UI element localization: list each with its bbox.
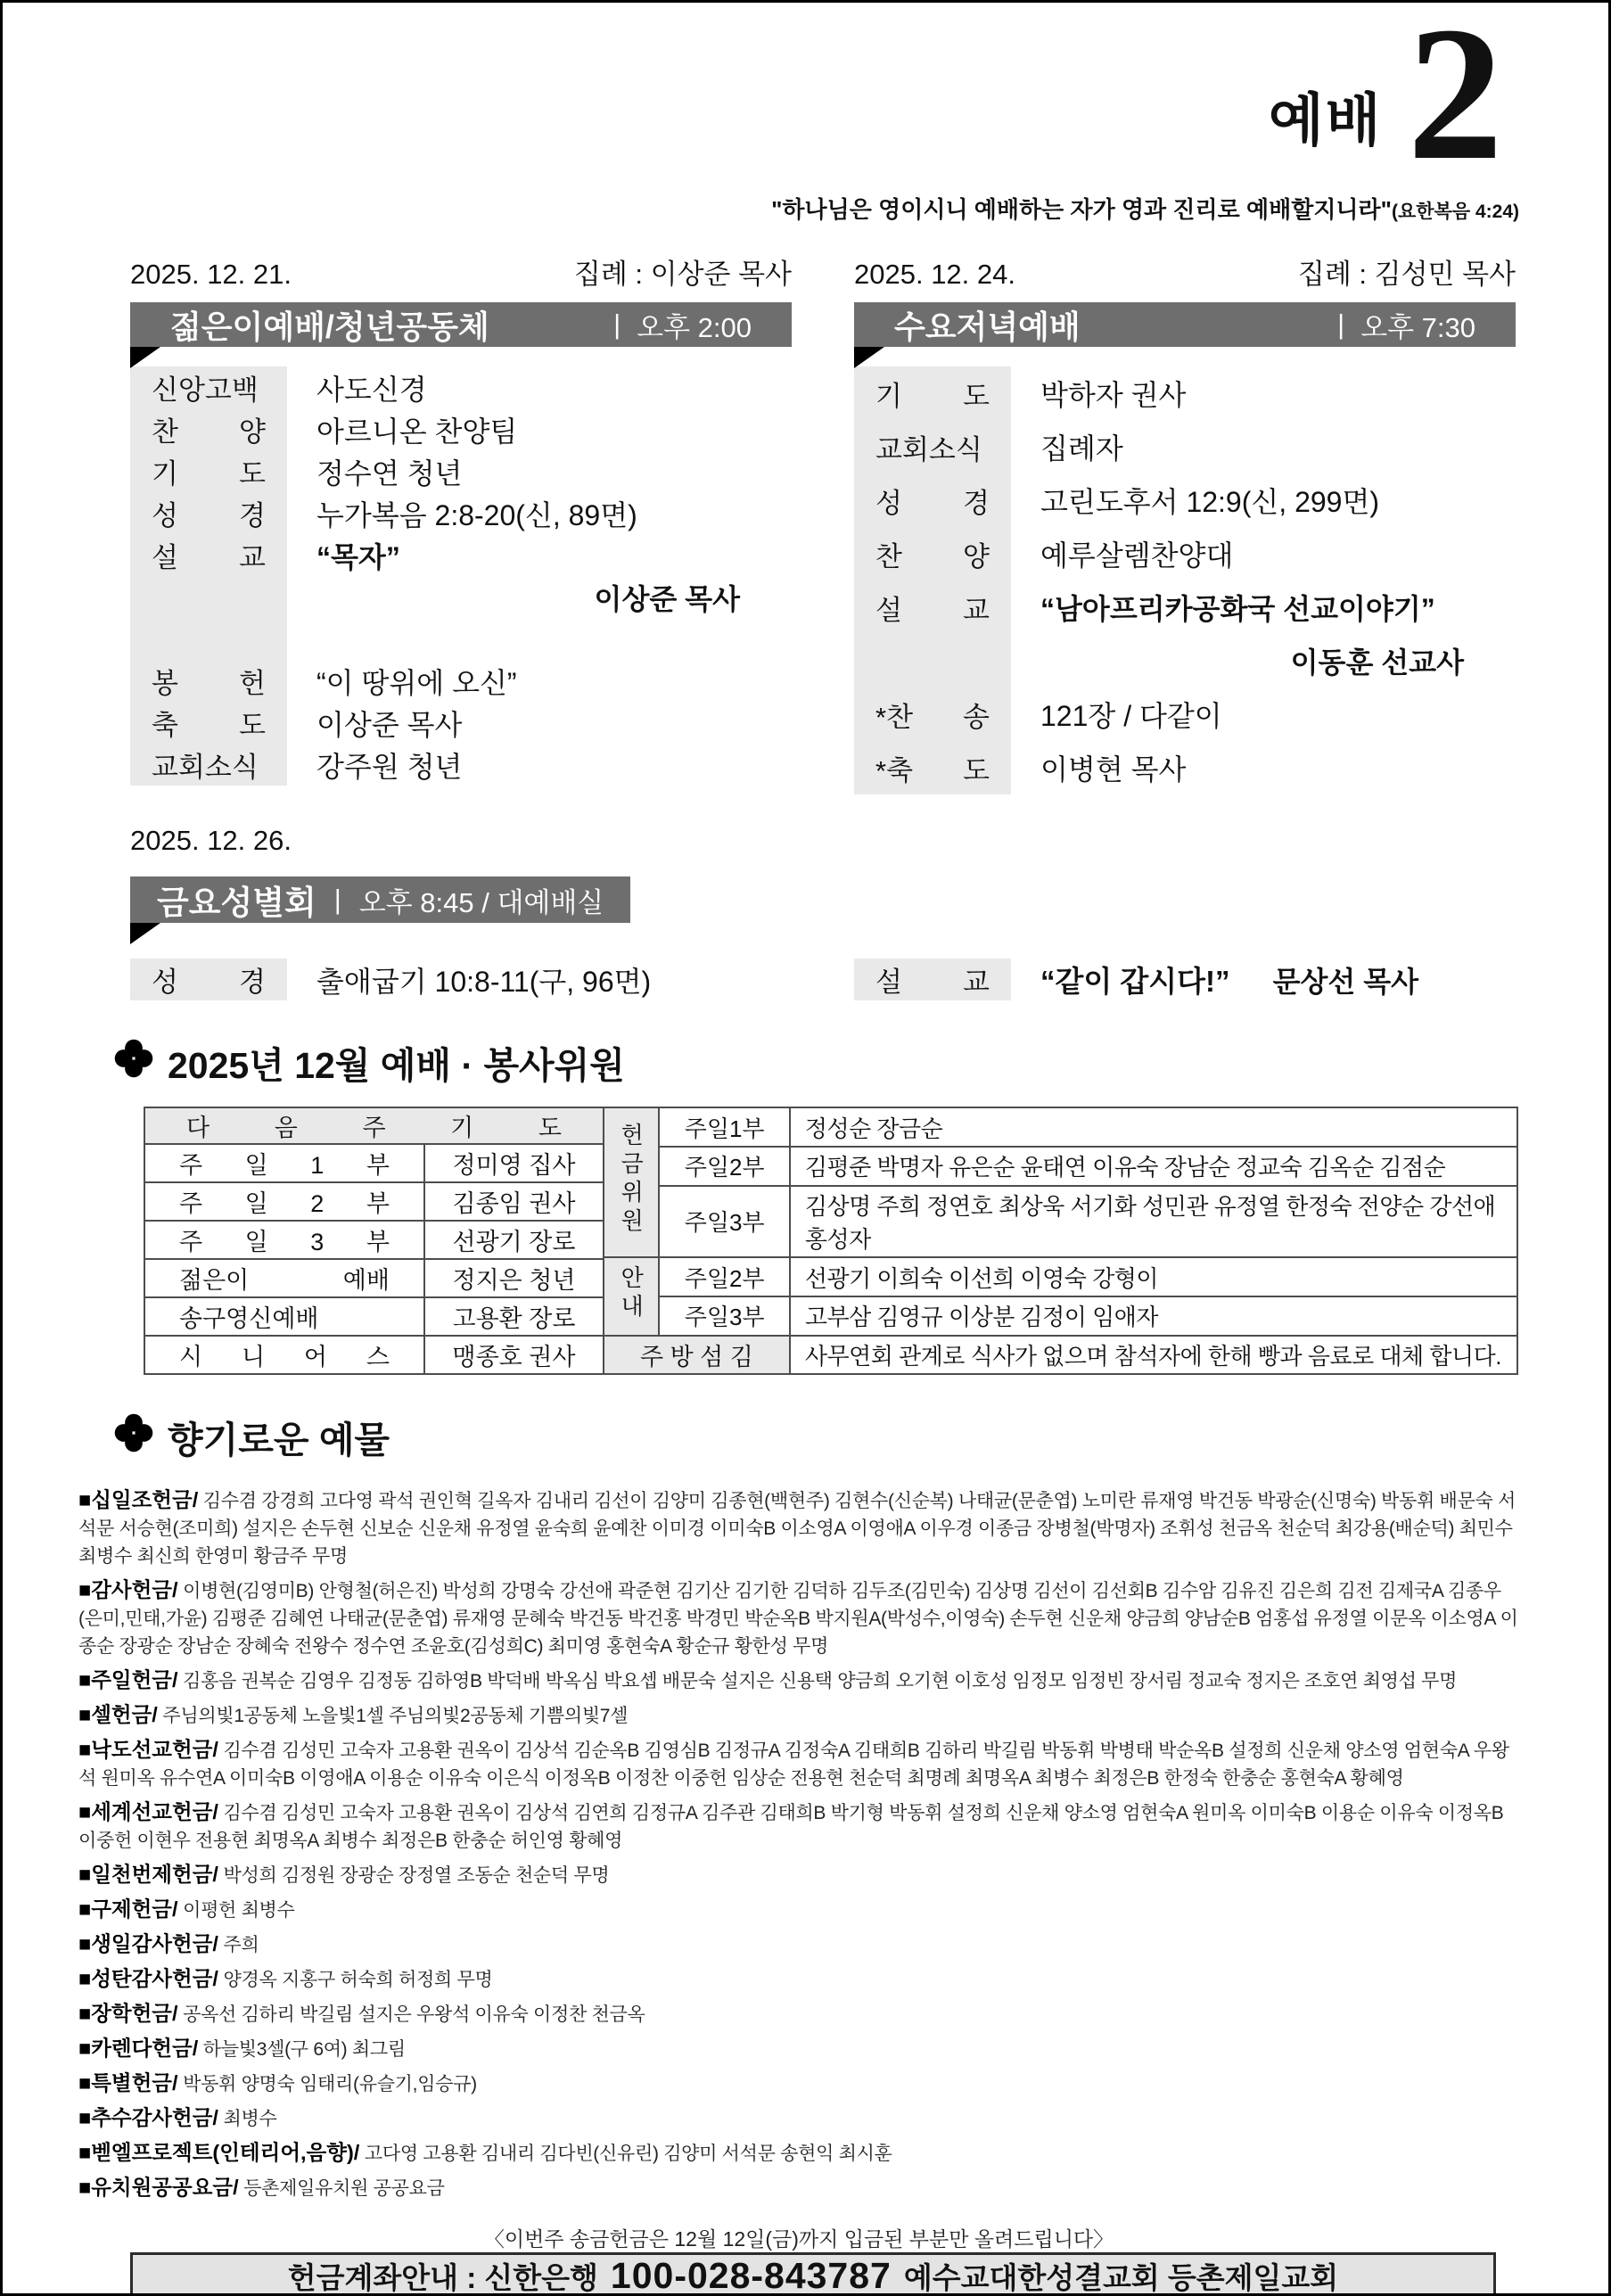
order-row bbox=[130, 492, 792, 534]
order-row bbox=[854, 473, 1516, 527]
offering-names: 주님의빛1공동체 노을빛1셀 주님의빛2공동체 기쁨의빛7셀 bbox=[162, 1706, 629, 1727]
order-value: 고린도후서 12:9(신, 299면) bbox=[1040, 486, 1380, 519]
order-value: 박하자 권사 bbox=[1040, 379, 1187, 412]
order-label: *축 도 bbox=[854, 741, 1011, 794]
offering-item bbox=[78, 2174, 1519, 2202]
banner-fold-icon bbox=[130, 923, 160, 944]
service-part: 주일3부 bbox=[659, 1186, 789, 1258]
young-service-banner bbox=[130, 302, 792, 347]
offering-item bbox=[78, 1576, 1519, 1660]
wednesday-service-column bbox=[854, 251, 1516, 794]
offering-item bbox=[78, 1666, 1519, 1695]
offerings-section-title bbox=[114, 1411, 1519, 1463]
verse-text: "하나님은 영이시니 예배하는 자가 영과 진리로 예배할지니라" bbox=[771, 196, 1392, 224]
offering-item bbox=[78, 1965, 1519, 1994]
clover-icon bbox=[114, 1413, 153, 1461]
order-row bbox=[130, 744, 792, 786]
order-of-worship bbox=[854, 366, 1516, 794]
friday-service-section bbox=[130, 825, 1519, 1000]
table-row bbox=[144, 1221, 604, 1259]
banner-fold-icon bbox=[130, 347, 160, 368]
offering-category: ■장학헌금/ bbox=[78, 2002, 178, 2026]
offering-item bbox=[78, 2070, 1519, 2098]
divider-glyph: | bbox=[333, 884, 341, 916]
order-row bbox=[130, 450, 792, 492]
offering-names: 김홍음 권복순 김영우 김정동 김하영B 박덕배 박옥심 박요셉 배문숙 설지은 신용택 양금희 오기현 이호성 임정모 임정빈 장서림 정교숙 정지은 조호연 최영섭 무명 bbox=[183, 1671, 1458, 1692]
sermon-title: “남아프리카공화국 선교이야기” bbox=[1040, 593, 1435, 626]
order-label: 교회소식 bbox=[130, 744, 287, 786]
offering-category: ■추수감사헌금/ bbox=[78, 2106, 218, 2130]
order-value: 예루살렘찬양대 bbox=[1040, 539, 1234, 572]
table-row bbox=[604, 1186, 1517, 1258]
divider-glyph: | bbox=[1337, 309, 1345, 341]
offering-item bbox=[78, 2139, 1519, 2168]
offering-names: 박동휘 양명숙 임태리(유슬기,임승규) bbox=[183, 2074, 477, 2095]
row-label: 주 일 2 부 bbox=[144, 1182, 424, 1221]
preacher-row bbox=[854, 634, 1516, 687]
friday-scripture bbox=[130, 959, 792, 1000]
order-label: 성 경 bbox=[130, 492, 287, 534]
banner-time-group bbox=[1337, 305, 1475, 345]
order-label bbox=[130, 576, 287, 618]
order-label: 성 경 bbox=[130, 959, 287, 1000]
order-label: 봉 헌 bbox=[130, 660, 287, 702]
kitchen-label: 주 방 섬 김 bbox=[604, 1336, 790, 1375]
offering-category: ■낙도선교헌금/ bbox=[78, 1738, 218, 1762]
offering-names: 주희 bbox=[223, 1935, 259, 1956]
order-label: *찬 송 bbox=[854, 687, 1011, 741]
offering-committee-vlabel: 헌금위원 bbox=[604, 1107, 659, 1257]
row-label: 주 일 3 부 bbox=[144, 1221, 424, 1259]
offering-category: ■성탄감사헌금/ bbox=[78, 1967, 218, 1991]
order-label: 기 도 bbox=[130, 450, 287, 492]
order-value: “이 땅위에 오신” bbox=[316, 666, 517, 699]
service-date: 2025. 12. 21. bbox=[130, 259, 292, 291]
offering-item bbox=[78, 2000, 1519, 2029]
date-row bbox=[130, 825, 1519, 857]
order-value: 이상준 목사 bbox=[316, 708, 463, 741]
offering-item bbox=[78, 1798, 1519, 1855]
service-part: 주일3부 bbox=[659, 1296, 789, 1336]
order-label: 찬 양 bbox=[130, 408, 287, 450]
service-date: 2025. 12. 26. bbox=[130, 825, 292, 857]
order-label: 설 교 bbox=[854, 580, 1011, 634]
row-value: 정미영 집사 bbox=[424, 1144, 604, 1182]
table-row bbox=[604, 1296, 1517, 1336]
order-row bbox=[130, 408, 792, 450]
offering-category: ■구제헌금/ bbox=[78, 1897, 178, 1922]
clover-icon bbox=[114, 1039, 153, 1087]
offering-names: 박성희 김정원 장광순 장정열 조동순 천순덕 무명 bbox=[223, 1865, 610, 1887]
offering-item bbox=[78, 1486, 1519, 1570]
spacer-row bbox=[130, 618, 792, 660]
offering-category: ■카렌다헌금/ bbox=[78, 2037, 199, 2061]
date-row bbox=[130, 251, 792, 292]
service-date: 2025. 12. 24. bbox=[854, 259, 1015, 291]
banner-time: 오후 8:45 / 대예배실 bbox=[358, 886, 604, 918]
order-value: 집례자 bbox=[1040, 432, 1123, 465]
next-week-header: 다 음 주 기 도 bbox=[144, 1107, 604, 1144]
officiant-label: 집례 : 이상준 목사 bbox=[573, 259, 792, 291]
page-number: 2 bbox=[1407, 0, 1503, 200]
offering-names: 김수겸 강경희 고다영 곽석 권인혁 길옥자 김내리 김선이 김양미 김종현(백현주) 김현수(신순복) 나태균(문춘엽) 노미란 류재영 박건동 박광순(신명숙) 박동휘 배문숙 서석문 서승현(조미희) 설지은 손두현 신보순 신운채 유정열 윤숙희 윤예찬 이미경 이미숙B 이소영A 이영애A 이우경 이종금 장병철(박명자) 조휘성 천금옥 천순덕 최강용(배순덕) 최민수 최병수 최신희 한영미 황금주 무명 bbox=[78, 1491, 1516, 1568]
offering-names: 하늘빛3셀(구 6여) 최그림 bbox=[202, 2039, 406, 2061]
order-row bbox=[130, 702, 792, 744]
preacher-name: 이동훈 선교사 bbox=[1290, 646, 1464, 679]
page-title: 예배 bbox=[1268, 88, 1383, 153]
order-label bbox=[130, 618, 287, 660]
section-title-text: 향기로운 예물 bbox=[168, 1420, 390, 1461]
order-value: 이병현 목사 bbox=[1040, 753, 1187, 786]
offering-item bbox=[78, 2104, 1519, 2133]
names-cell: 김상명 주희 정연호 최상욱 서기화 성민관 유정열 한정숙 전양순 강선애 홍성자 bbox=[790, 1186, 1517, 1258]
banner-title: 젊은이예배/청년공동체 bbox=[170, 308, 489, 345]
row-value: 선광기 장로 bbox=[424, 1221, 604, 1259]
order-row bbox=[130, 660, 792, 702]
names-cell: 정성순 장금순 bbox=[790, 1107, 1517, 1147]
offering-names: 최병수 bbox=[223, 2109, 277, 2130]
table-row bbox=[144, 1144, 604, 1182]
offering-item bbox=[78, 1930, 1519, 1959]
order-label: 교회소식 bbox=[854, 420, 1011, 473]
offering-item bbox=[78, 1701, 1519, 1730]
offering-item bbox=[78, 1861, 1519, 1889]
service-part: 주일2부 bbox=[659, 1257, 789, 1296]
order-value: 강주원 청년 bbox=[316, 750, 463, 783]
order-value: 121장 / 다같이 bbox=[1040, 700, 1222, 733]
banner-time: 오후 2:00 bbox=[637, 311, 752, 343]
order-row bbox=[854, 687, 1516, 741]
offering-item bbox=[78, 1896, 1519, 1924]
order-of-worship bbox=[130, 366, 792, 786]
page-content bbox=[3, 0, 1608, 2296]
remittance-note: 〈이번주 송금헌금은 12월 12일(금)까지 입금된 부분만 올려드립니다〉 bbox=[483, 2227, 1114, 2251]
offering-names: 김수겸 김성민 고숙자 고용환 권옥이 김상석 김연희 김정규A 김주관 김태희B 박기형 박동휘 설정희 신운채 양소영 엄현숙A 원미옥 이미숙B 이용순 이유숙 이정옥B 이중헌 이현우 전용현 최명옥A 최병수 최정은B 한충순 허인영 황혜영 bbox=[78, 1803, 1504, 1852]
table-row bbox=[604, 1107, 1517, 1147]
sermon-title: “목자” bbox=[316, 540, 400, 573]
service-columns bbox=[130, 251, 1519, 794]
banner-title: 금요성별회 bbox=[157, 885, 316, 922]
row-value: 고용환 장로 bbox=[424, 1297, 604, 1336]
service-part: 주일2부 bbox=[659, 1147, 789, 1186]
table-row bbox=[604, 1336, 1517, 1375]
account-info-box bbox=[130, 2252, 1496, 2296]
volunteers-table bbox=[603, 1107, 1518, 1375]
preacher-name: 문상선 목사 bbox=[1272, 965, 1419, 998]
banner-time: 오후 7:30 bbox=[1360, 311, 1475, 343]
row-label: 젊은이 예배 bbox=[144, 1259, 424, 1297]
order-value: 정수연 청년 bbox=[316, 457, 463, 490]
table-row bbox=[144, 1297, 604, 1336]
offering-names: 양경옥 지홍구 허숙희 허정희 무명 bbox=[223, 1970, 493, 1991]
friday-detail-row bbox=[130, 959, 1519, 1000]
wednesday-service-banner bbox=[854, 302, 1516, 347]
order-label: 찬 양 bbox=[854, 527, 1011, 580]
section-title-text: 2025년 12월 예배 · 봉사위원 bbox=[168, 1045, 625, 1087]
date-row bbox=[854, 251, 1516, 292]
offering-category: ■주일헌금/ bbox=[78, 1668, 178, 1692]
service-part: 주일1부 bbox=[659, 1107, 789, 1147]
friday-service-banner bbox=[130, 876, 630, 923]
offering-category: ■특별헌금/ bbox=[78, 2071, 178, 2095]
row-label: 송구영신예배 bbox=[144, 1297, 424, 1336]
banner-time-group bbox=[613, 305, 752, 345]
order-label: 신앙고백 bbox=[130, 366, 287, 408]
order-row bbox=[854, 527, 1516, 580]
offering-category: ■세계선교헌금/ bbox=[78, 1800, 218, 1824]
order-row bbox=[854, 366, 1516, 420]
offering-item bbox=[78, 2035, 1519, 2063]
young-service-column bbox=[130, 251, 792, 794]
offerings-list bbox=[78, 1486, 1519, 2209]
offering-category: ■유치원공공요금/ bbox=[78, 2176, 239, 2200]
order-value: 사도신경 bbox=[316, 373, 427, 406]
church-name: 예수교대한성결교회 등촌제일교회 bbox=[903, 2261, 1339, 2295]
sermon-row bbox=[854, 580, 1516, 634]
preacher-name: 이상준 목사 bbox=[594, 582, 740, 615]
table-row bbox=[604, 1257, 1517, 1296]
verse-reference: (요한복음 4:24) bbox=[1392, 202, 1519, 223]
offering-names: 이병현(김영미B) 안형철(허은진) 박성희 강명숙 강선애 곽준현 김기산 김기한 김덕하 김두조(김민숙) 김상명 김선이 김선회B 김수암 김유진 김은희 김전 김제국A 김종우(은미,민태,가윤) 김평준 김혜연 나태균(문춘엽) 류재영 문혜숙 박건동 박건홍 박경민 박순옥B 박지원A(박성수,이영숙) 손두현 신운채 양금희 양남순B 엄홍섭 유정열 이문옥 이소영A 이종순 장광순 장남순 장혜숙 전왕수 정수연 조윤호(김성희C) 최미영 홍현숙A 황순규 황한성 무명 bbox=[78, 1581, 1518, 1658]
order-label: 성 경 bbox=[854, 473, 1011, 527]
offering-names: 등촌제일유치원 공공요금 bbox=[243, 2178, 445, 2200]
ushers-vlabel: 안내 bbox=[604, 1257, 659, 1335]
table-row bbox=[144, 1259, 604, 1297]
banner-title: 수요저녁예배 bbox=[894, 308, 1081, 345]
order-label: 축 도 bbox=[130, 702, 287, 744]
scripture-quote bbox=[78, 192, 1519, 225]
offering-category: ■셀헌금/ bbox=[78, 1703, 158, 1727]
order-label: 설 교 bbox=[130, 534, 287, 576]
friday-sermon bbox=[854, 959, 1516, 1000]
row-label: 주 일 1 부 bbox=[144, 1144, 424, 1182]
offering-names: 고다영 고용환 김내리 김다빈(신유린) 김양미 서석문 송현익 최시훈 bbox=[364, 2144, 892, 2165]
order-row bbox=[854, 741, 1516, 794]
kitchen-value: 사무연회 관계로 식사가 없으며 참석자에 한해 빵과 음료로 대체 합니다. bbox=[790, 1336, 1517, 1375]
order-row bbox=[854, 420, 1516, 473]
account-label: 헌금계좌안내 : 신한은행 bbox=[287, 2261, 598, 2295]
names-cell: 고부삼 김영규 이상분 김정이 임애자 bbox=[790, 1296, 1517, 1336]
order-value: 출애굽기 10:8-11(구, 96면) bbox=[316, 965, 652, 998]
table-row bbox=[144, 1336, 604, 1374]
committee-table bbox=[144, 1107, 1518, 1375]
order-row bbox=[130, 366, 792, 408]
table-row bbox=[144, 1182, 604, 1221]
offering-names: 공옥선 김하리 박길림 설지은 우왕석 이유숙 이정찬 천금옥 bbox=[183, 2004, 645, 2026]
account-number: 100-028-843787 bbox=[610, 2255, 892, 2296]
row-value: 맹종호 권사 bbox=[424, 1336, 604, 1374]
order-value: 누가복음 2:8-20(신, 89면) bbox=[316, 498, 637, 531]
preacher-row bbox=[130, 576, 792, 618]
table-row bbox=[604, 1147, 1517, 1186]
row-label: 시 니 어 스 bbox=[144, 1336, 424, 1374]
order-label bbox=[854, 634, 1011, 687]
next-week-prayer-table bbox=[144, 1107, 604, 1375]
order-value: 아르니온 찬양팀 bbox=[316, 415, 518, 448]
order-label: 기 도 bbox=[854, 366, 1011, 420]
offering-names: 이평헌 최병수 bbox=[183, 1900, 295, 1922]
offering-category: ■벧엘프로젝트(인테리어,음향)/ bbox=[78, 2141, 360, 2165]
offering-names: 김수겸 김성민 고숙자 고용환 권옥이 김상석 김순옥B 김영심B 김정규A 김정숙A 김태희B 김하리 박길림 박동휘 박병태 박순옥B 설정희 신운채 양소영 엄현숙A 우왕석 원미옥 유수연A 이미숙B 이영애A 이용순 이유숙 이은식 이정옥B 이정찬 이중헌 임상순 전용현 천순덕 최명례 최명옥A 최병수 최정은B 한정숙 한충순 홍현숙A 황혜영 bbox=[78, 1741, 1509, 1790]
offering-category: ■십일조헌금/ bbox=[78, 1488, 199, 1512]
offering-item bbox=[78, 1736, 1519, 1792]
names-cell: 선광기 이희숙 이선희 이영숙 강형이 bbox=[790, 1257, 1517, 1296]
sermon-row bbox=[130, 534, 792, 576]
page-header bbox=[78, 0, 1519, 200]
offering-category: ■생일감사헌금/ bbox=[78, 1932, 218, 1956]
officiant-label: 집례 : 김성민 목사 bbox=[1297, 259, 1516, 291]
row-value: 김종임 권사 bbox=[424, 1182, 604, 1221]
divider-glyph: | bbox=[613, 309, 621, 341]
order-label: 설 교 bbox=[854, 959, 1011, 1000]
row-value: 정지은 청년 bbox=[424, 1259, 604, 1297]
sermon-title: “같이 갑시다!” bbox=[1040, 965, 1230, 999]
offering-category: ■감사헌금/ bbox=[78, 1578, 178, 1602]
banner-fold-icon bbox=[854, 347, 884, 368]
names-cell: 김평준 박명자 유은순 윤태연 이유숙 장남순 정교숙 김옥순 김점순 bbox=[790, 1147, 1517, 1186]
committee-section-title bbox=[114, 1036, 1519, 1089]
offering-category: ■일천번제헌금/ bbox=[78, 1863, 218, 1887]
